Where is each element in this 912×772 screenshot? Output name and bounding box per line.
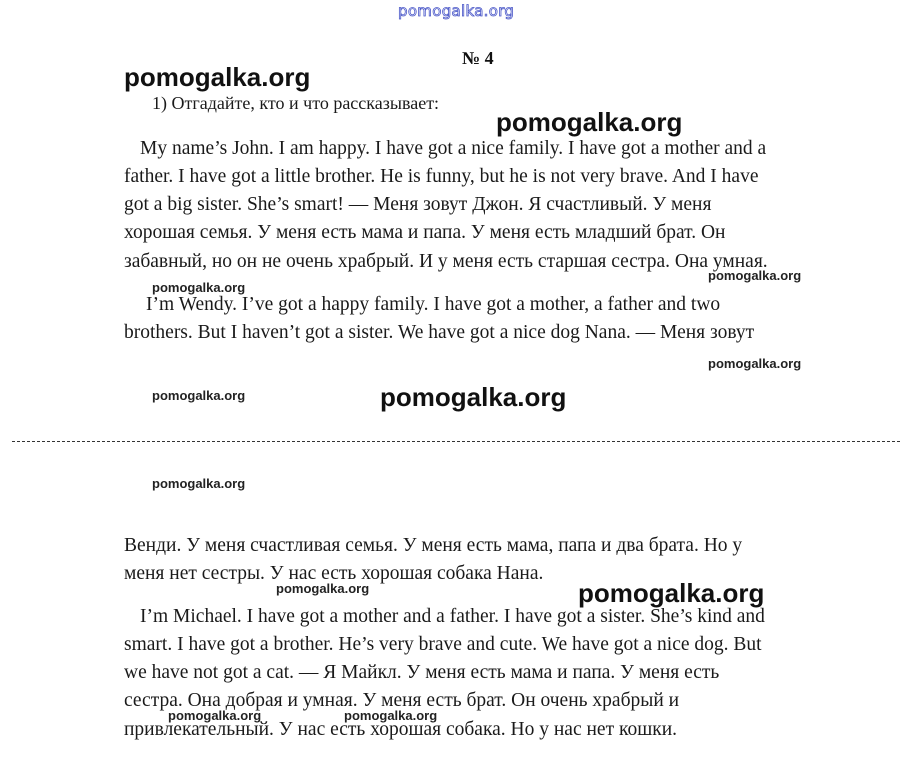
text-line: хорошая семья. У меня есть мама и папа. У меня есть младший брат. Он (124, 222, 726, 243)
watermark-large: pomogalka.org (124, 62, 311, 92)
text-line: забавный, но он не очень храбрый. И у меня есть старшая сестра. Она умная. (124, 251, 768, 272)
watermark-small: pomogalka.org (152, 476, 246, 491)
text-line: меня нет сестры. У нас есть хорошая собака Нана. (124, 563, 544, 584)
watermark-small: pomogalka.org (168, 708, 262, 723)
watermark-small: pomogalka.org (708, 268, 802, 283)
watermark-small: pomogalka.org (152, 280, 246, 295)
watermark-small: pomogalka.org (344, 708, 438, 723)
watermark-small: pomogalka.org (276, 581, 370, 596)
text-line: brothers. But I haven’t got a sister. We have got a nice dog Nana. — Меня зовут (124, 322, 755, 343)
text-line: got a big sister. She’s smart! — Меня зовут Джон. Я счастливый. У меня (124, 194, 712, 215)
text-line: My name’s John. I am happy. I have got a nice family. I have got a mother and a (140, 138, 767, 159)
task-instruction: 1) Отгадайте, кто и что рассказывает: (152, 93, 440, 113)
text-line: привлекательный. У нас есть хорошая собака. Но у нас нет кошки. (124, 719, 678, 740)
text-line: we have not got a cat. — Я Майкл. У меня есть мама и папа. У меня есть (124, 662, 720, 683)
watermark-top: pomogalka.org (398, 2, 515, 20)
text-line: сестра. Она добрая и умная. У меня есть брат. Он очень храбрый и (124, 690, 680, 711)
text-line: father. I have got a little brother. He is funny, but he is not very brave. And I have (124, 166, 759, 187)
text-line: I’m Michael. I have got a mother and a father. I have got a sister. She’s kind and (140, 606, 765, 627)
watermark-large: pomogalka.org (380, 382, 567, 412)
text-line: Венди. У меня счастливая семья. У меня есть мама, папа и два брата. Но у (124, 535, 743, 556)
watermark-large: pomogalka.org (578, 578, 765, 608)
page-split-divider (12, 441, 900, 442)
watermark-small: pomogalka.org (152, 388, 246, 403)
watermark-large: pomogalka.org (496, 107, 683, 137)
text-line: I’m Wendy. I’ve got a happy family. I have got a mother, a father and two (146, 294, 721, 315)
text-line: smart. I have got a brother. He’s very brave and cute. We have got a nice dog. But (124, 634, 762, 655)
exercise-number: № 4 (462, 48, 494, 68)
watermark-small: pomogalka.org (708, 356, 802, 371)
